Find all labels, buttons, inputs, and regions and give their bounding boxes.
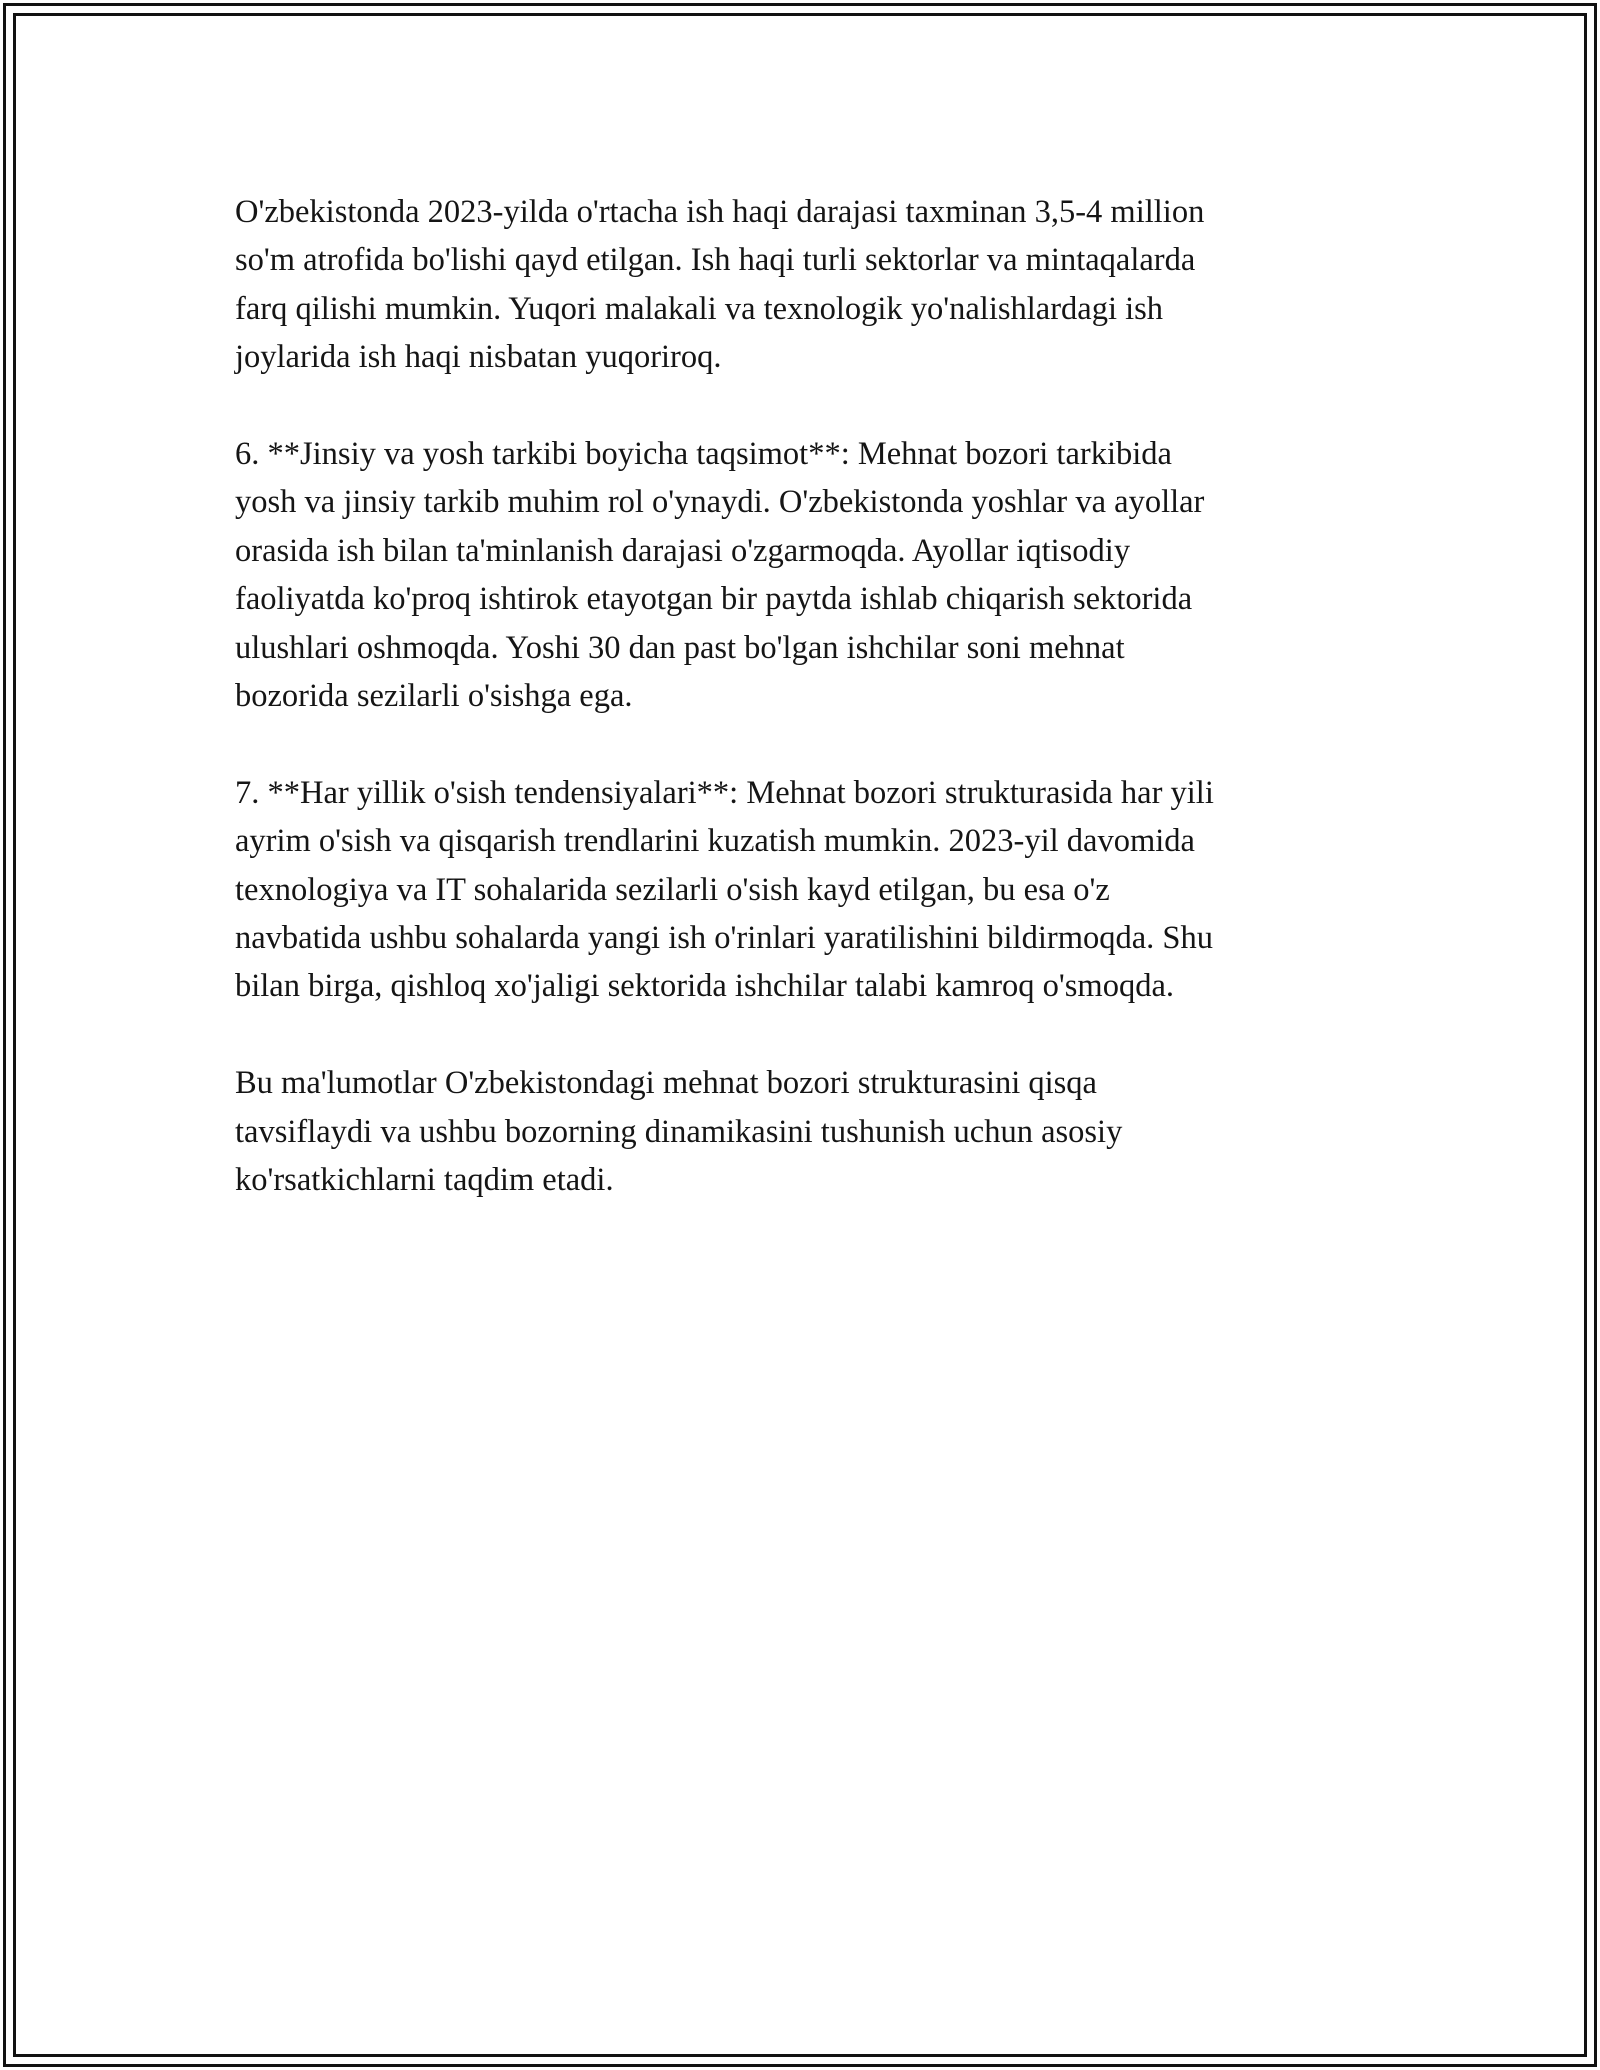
document-body	[235, 188, 1370, 1253]
paragraph-salary	[235, 188, 1370, 382]
text-line: 7. **Har yillik o'sish tendensiyalari**: Mehnat bozori strukturasida har yili	[235, 774, 1214, 811]
text-line: bilan birga, qishloq xo'jaligi sektorida ishchilar talabi kamroq o'smoqda.	[235, 968, 1174, 1005]
text-line: yosh va jinsiy tarkib muhim rol o'ynaydi. O'zbekistonda yoshlar va ayollar	[235, 484, 1205, 521]
text-line: so'm atrofida bo'lishi qayd etilgan. Ish haqi turli sektorlar va mintaqalarda	[235, 242, 1196, 279]
text-line: faoliyatda ko'proq ishtirok etayotgan bir paytda ishlab chiqarish sektorida	[235, 581, 1193, 618]
text-line: O'zbekistonda 2023-yilda o'rtacha ish haqi darajasi taxminan 3,5-4 million	[235, 194, 1205, 230]
text-line: Bu ma'lumotlar O'zbekistondagi mehnat bozori strukturasini qisqa	[235, 1065, 1097, 1102]
paragraph-growth-trends	[235, 769, 1370, 1011]
paragraph-conclusion	[235, 1059, 1370, 1204]
text-line: ayrim o'sish va qisqarish trendlarini kuzatish mumkin. 2023-yil davomida	[235, 823, 1195, 860]
text-line: orasida ish bilan ta'minlanish darajasi o'zgarmoqda. Ayollar iqtisodiy	[235, 532, 1131, 569]
text-line: ulushlari oshmoqda. Yoshi 30 dan past bo'lgan ishchilar soni mehnat	[235, 629, 1125, 666]
paragraph-gender-age	[235, 430, 1370, 720]
text-line: ko'rsatkichlarni taqdim etadi.	[235, 1162, 614, 1199]
text-line: bozorida sezilarli o'sishga ega.	[235, 678, 633, 715]
text-line: joylarida ish haqi nisbatan yuqoriroq.	[235, 339, 722, 376]
text-line: texnologiya va IT sohalarida sezilarli o'sish kayd etilgan, bu esa o'z	[235, 871, 1110, 908]
text-line: 6. **Jinsiy va yosh tarkibi boyicha taqsimot**: Mehnat bozori tarkibida	[235, 436, 1172, 473]
text-line: tavsiflaydi va ushbu bozorning dinamikasini tushunish uchun asosiy	[235, 1113, 1123, 1150]
text-line: farq qilishi mumkin. Yuqori malakali va texnologik yo'nalishlardagi ish	[235, 290, 1164, 327]
text-line: navbatida ushbu sohalarda yangi ish o'rinlari yaratilishini bildirmoqda. Shu	[235, 920, 1213, 957]
